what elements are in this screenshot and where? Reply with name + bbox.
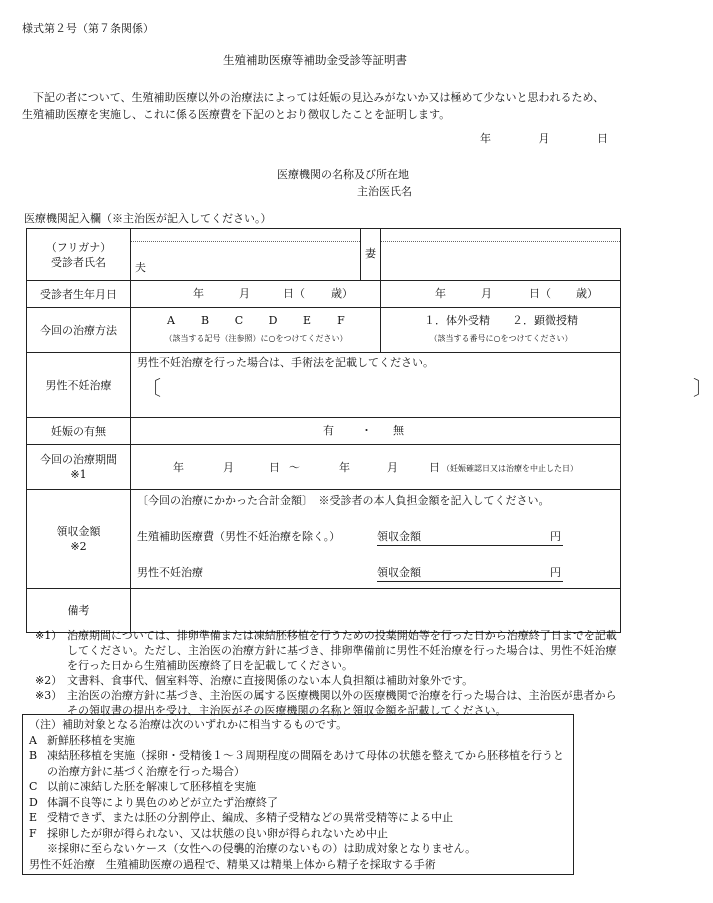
- receipt-label: [27, 490, 131, 589]
- wife-dob-field[interactable]: [381, 281, 621, 308]
- dob-day: 日（: [529, 287, 551, 300]
- pregnancy-label: 妊娠の有無: [27, 418, 131, 445]
- receipt-header: 〔今回の治療にかかった合計金額〕 ※受診者の本人負担金額を記入してください。: [137, 494, 550, 507]
- document-title: 生殖補助医療等補助金受診等証明書: [223, 53, 407, 67]
- pregnancy-no[interactable]: 無: [393, 424, 404, 437]
- note-text: 治療期間については、排卵準備または凍結胚移植を行うための投薬開始等を行った日から治療終了日までを記載してください。ただし、主治医の治療方針に基づき、排卵準備前に男性不妊治療を行った場合は、男性不妊治療を行った日から生殖補助医療終了日を記載してください。: [67, 629, 617, 672]
- period-end-year: 年: [339, 461, 350, 474]
- note-mark: ※1）: [35, 629, 63, 642]
- period-end-month: 月: [387, 461, 398, 474]
- wife-label: 妻: [361, 229, 381, 281]
- footnote-text: 凍結胚移植を実施（採卵・受精後１～３周期程度の間隔をあけて母体の状態を整えてから胚移植を行うとの治療方針に基づく治療を行った場合）: [47, 749, 564, 778]
- name-row: [27, 229, 621, 281]
- pregnancy-dot: ・: [361, 424, 372, 437]
- receipt-amount-label: 領収金額: [377, 566, 421, 579]
- intro-paragraph: 下記の者について、生殖補助医療以外の治療法によっては妊娠の見込みがないか又は極めて少ないと思われるため、生殖補助医療を実施し、これに係る医療費を下記のとおり徴収したことを証明します。: [22, 91, 605, 121]
- institution-name-label: 医療機関の名称及び所在地: [277, 168, 409, 181]
- method-letters-note: （該当する記号（注参照）に○をつけてください）: [164, 334, 348, 343]
- pregnancy-yes[interactable]: 有: [323, 424, 334, 437]
- footnote-item-c: [29, 779, 567, 795]
- dob-label: 受診者生年月日: [27, 281, 131, 308]
- dob-month: 月: [481, 287, 492, 300]
- notes-list: [35, 628, 625, 718]
- male-treatment-instruction: 男性不妊治療を行った場合は、手術法を記載してください。: [137, 356, 434, 369]
- receipt-amount-label: 領収金額: [377, 530, 421, 543]
- receipt-item-male: 男性不妊治療: [137, 566, 203, 579]
- dob-year: 年: [435, 287, 446, 300]
- footnote-item-a: [29, 733, 567, 749]
- yen-unit: 円: [550, 566, 561, 579]
- method-letter-c[interactable]: C: [234, 314, 244, 327]
- husband-dob-field[interactable]: [131, 281, 381, 308]
- footnote-key: E: [29, 811, 38, 824]
- method-options: １．体外受精 ２．顕微授精: [424, 314, 578, 327]
- method-letter-e[interactable]: E: [302, 314, 312, 327]
- period-note-mark: ※1: [70, 468, 87, 481]
- period-label: [27, 445, 131, 490]
- footnote-item-e: [29, 810, 567, 826]
- date-month: 月: [538, 132, 550, 145]
- form-number: 様式第２号（第７条関係）: [22, 22, 154, 35]
- medical-institution-form-table: [26, 228, 713, 633]
- footnote-heading: （注）補助対象となる治療は次のいずれかに相当するものです。: [29, 718, 348, 731]
- method-options-field[interactable]: [381, 308, 621, 353]
- note-text: 文書料、食事代、個室料等、治療に直接関係のない本人負担額は補助対象外です。: [67, 674, 474, 687]
- period-start-day: 日: [269, 461, 280, 474]
- receipt-amount-art-field[interactable]: [377, 530, 563, 546]
- period-field[interactable]: [131, 445, 621, 490]
- footnote-text: 受精できず、または胚の分割停止、編成、多精子受精などの異常受精等による中止: [47, 811, 454, 824]
- method-letter-a[interactable]: A: [167, 314, 175, 327]
- receipt-field: [131, 490, 621, 589]
- period-row: [27, 445, 621, 490]
- dob-year: 年: [193, 287, 204, 300]
- dob-row: [27, 281, 621, 308]
- receipt-label-main: 領収金額: [56, 525, 101, 538]
- male-treatment-label: 男性不妊治療: [27, 353, 131, 418]
- period-end-note: （妊娠確認日又は治療を中止した日）: [442, 464, 578, 473]
- bracket-open: 〔: [141, 376, 161, 400]
- receipt-row: [27, 490, 621, 589]
- date-year: 年: [480, 132, 491, 145]
- name-label-main: 受診者氏名: [51, 255, 106, 269]
- dob-month: 月: [239, 287, 250, 300]
- period-end-day: 日: [429, 461, 440, 474]
- period-label-main: 今回の治療期間: [40, 453, 117, 466]
- footnote-text: 以前に凍結した胚を解凍して胚移植を実施: [47, 780, 256, 793]
- footnote-text: 体調不良等により異色のめどが立たず治療終了: [47, 795, 278, 809]
- receipt-item-art: 生殖補助医療費（男性不妊治療を除く。）: [137, 530, 341, 543]
- name-label: [27, 229, 131, 281]
- remarks-field[interactable]: [131, 589, 621, 633]
- receipt-amount-male-field[interactable]: [377, 566, 563, 582]
- footnote-item-d: [29, 795, 567, 811]
- note-mark: ※3）: [35, 689, 63, 702]
- period-tilde: ～: [289, 461, 300, 474]
- date-day: 日: [597, 132, 608, 145]
- pregnancy-row: [27, 418, 621, 445]
- male-treatment-row: [27, 353, 621, 418]
- footnote-key: D: [29, 795, 38, 809]
- receipt-note-mark: ※2: [70, 540, 87, 553]
- footnote-key: F: [29, 826, 37, 840]
- male-treatment-field[interactable]: [131, 353, 713, 418]
- table-caption: 医療機関記入欄（※主治医が記入してください。）: [24, 212, 272, 225]
- footnote-text: 新鮮胚移植を実施: [47, 733, 135, 747]
- method-options-note: （該当する番号に○をつけてください）: [429, 334, 573, 343]
- method-letter-d[interactable]: D: [268, 314, 278, 327]
- note-mark: ※2）: [35, 674, 63, 687]
- husband-name-field[interactable]: [131, 229, 361, 281]
- certification-date[interactable]: [436, 132, 608, 147]
- wife-name-field[interactable]: [381, 229, 621, 281]
- dob-day: 日（: [283, 287, 305, 300]
- note-text: 主治医の治療方針に基づき、主治医の属する医療機関以外の医療機関で治療を行った場合は、主治医が患者からその領収書の提出を受け、主治医がその医療機関の名称と領収金額を記載してください。: [67, 689, 617, 717]
- name-label-kana: （フリガナ）: [45, 240, 112, 254]
- method-letter-b[interactable]: B: [200, 314, 210, 327]
- bracket-close: 〕: [693, 376, 713, 400]
- method-label: 今回の治療方法: [27, 308, 131, 353]
- husband-label: 夫: [135, 261, 146, 274]
- method-letter-f[interactable]: F: [337, 314, 345, 327]
- remarks-row: [27, 589, 621, 633]
- dob-age: 歳）: [331, 287, 353, 300]
- footnote-key: B: [29, 749, 38, 762]
- pregnancy-field[interactable]: [131, 418, 621, 445]
- method-letters-field[interactable]: [131, 308, 381, 353]
- footnote-caveat: ※採卵に至らないケース（女性への侵襲的治療のないもの）は助成対象となりません。: [47, 842, 477, 855]
- period-start-month: 月: [223, 461, 234, 474]
- eligibility-footnote-box: [22, 714, 574, 875]
- footnote-key: A: [29, 733, 37, 747]
- footnote-key: C: [29, 780, 38, 793]
- remarks-label: 備考: [27, 589, 131, 633]
- footnote-text: 採卵したが卵が得られない、又は状態の良い卵が得られないため中止: [47, 826, 388, 840]
- footnote-item-b: [29, 748, 567, 779]
- dob-age: 歳）: [576, 287, 598, 300]
- note-2: [35, 673, 625, 688]
- note-1: [35, 628, 625, 673]
- male-treatment-definition: 男性不妊治療 生殖補助医療の過程で、精巣又は精巣上体から精子を採取する手術: [29, 857, 436, 871]
- yen-unit: 円: [550, 530, 561, 543]
- doctor-name-label: 主治医氏名: [357, 185, 412, 198]
- method-letter-list: [131, 314, 381, 329]
- footnote-item-f: [29, 826, 567, 842]
- period-start-year: 年: [173, 461, 184, 474]
- method-row: [27, 308, 621, 353]
